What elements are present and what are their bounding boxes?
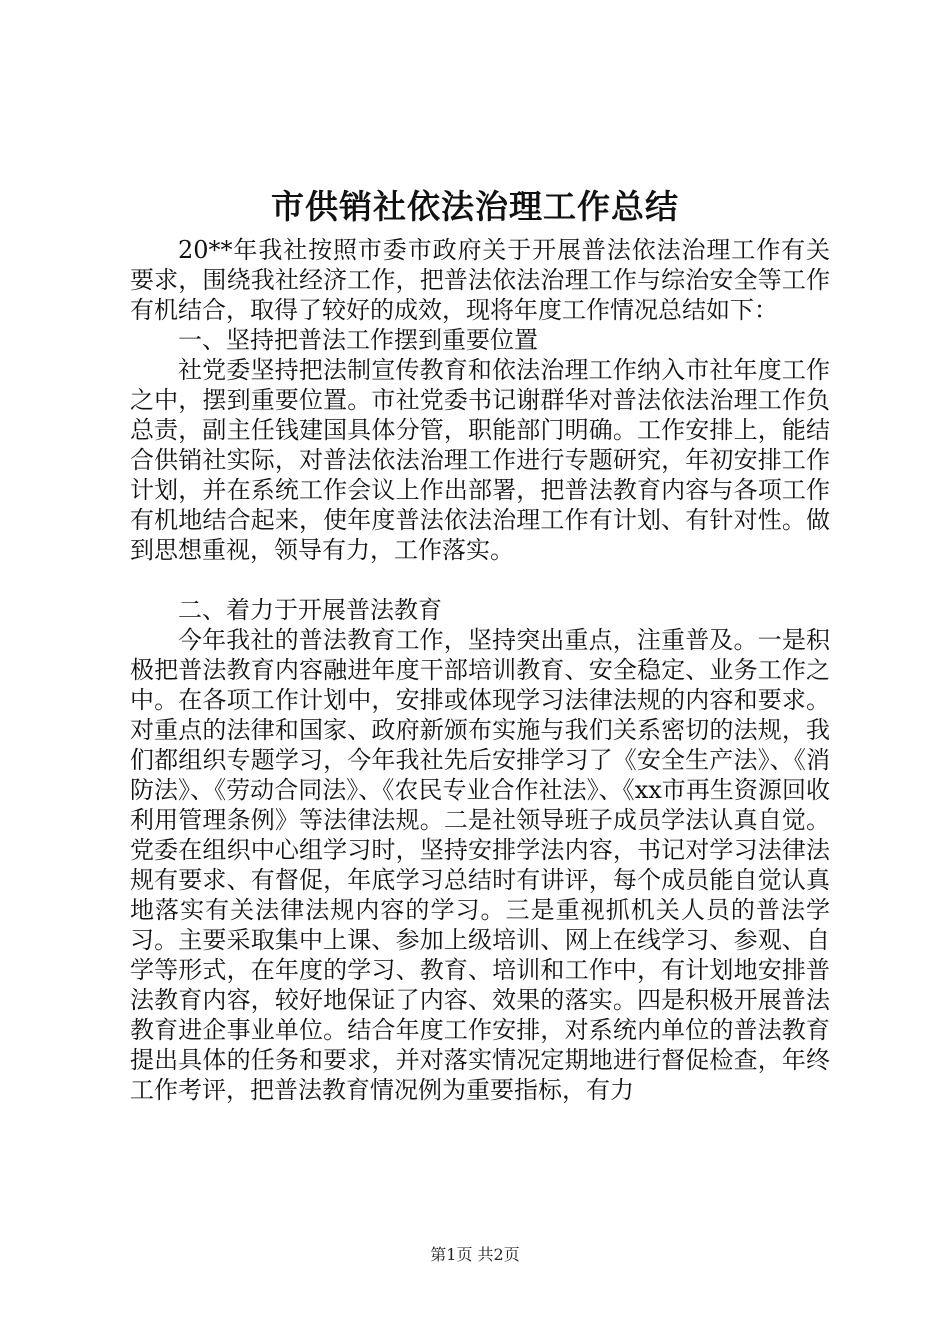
intro-paragraph: 20**年我社按照市委市政府关于开展普法依法治理工作有关要求，围绕我社经济工作，把普法依法治理工作与综治安全等工作有机结合，取得了较好的成效，现将年度工作情况总结如下： — [130, 236, 830, 324]
section-heading-2: 二、着力于开展普法教育 — [178, 596, 442, 624]
section-2-paragraph: 今年我社的普法教育工作，坚持突出重点，注重普及。一是积极把普法教育内容融进年度干部培训教育、安全稳定、业务工作之中。在各项工作计划中，安排或体现学习法律法规的内容和要求。对重点的法律和国家、政府新颁布实施与我们关系密切的法规，我们都组织专题学习，今年我社先后安排学习了《安全生产法》、《消防法》、《劳动合同法》、《农民专业合作社法》、《xx市再生资源回收利用管理条例》等法律法规。二是社领导班子成员学法认真自觉。党委在组织中心组学习时，坚持安排学法内容，书记对学习法律法规有要求、有督促，年底学习总结时有讲评，每个成员能自觉认真地落实有关法律法规内容的学习。三是重视抓机关人员的普法学习。主要采取集中上课、参加上级培训、网上在线学习、参观、自学等形式，在年度的学习、教育、培训和工作中，有计划地安排普法教育内容，较好地保证了内容、效果的落实。四是积极开展普法教育进企事业单位。结合年度工作安排，对系统内单位的普法教育提出具体的任务和要求，并对落实情况定期地进行督促检查，年终工作考评，把普法教育情况例为重要指标，有力 — [130, 626, 830, 1104]
section-1-paragraph: 社党委坚持把法制宣传教育和依法治理工作纳入市社年度工作之中，摆到重要位置。市社党委书记谢群华对普法依法治理工作负总责，副主任钱建国具体分管，职能部门明确。工作安排上，能结合供销社实际，对普法依法治理工作进行专题研究，年初安排工作计划，并在系统工作会议上作出部署，把普法教育内容与各项工作有机地结合起来，使年度普法依法治理工作有计划、有针对性。做到思想重视，领导有力，工作落实。 — [130, 356, 830, 564]
page-footer: 第1页 共2页 — [430, 1245, 520, 1264]
document-body — [130, 235, 830, 1105]
section-heading-1: 一、坚持把普法工作摆到重要位置 — [178, 326, 538, 354]
document-title: 市供销社依法治理工作总结 — [271, 187, 679, 226]
